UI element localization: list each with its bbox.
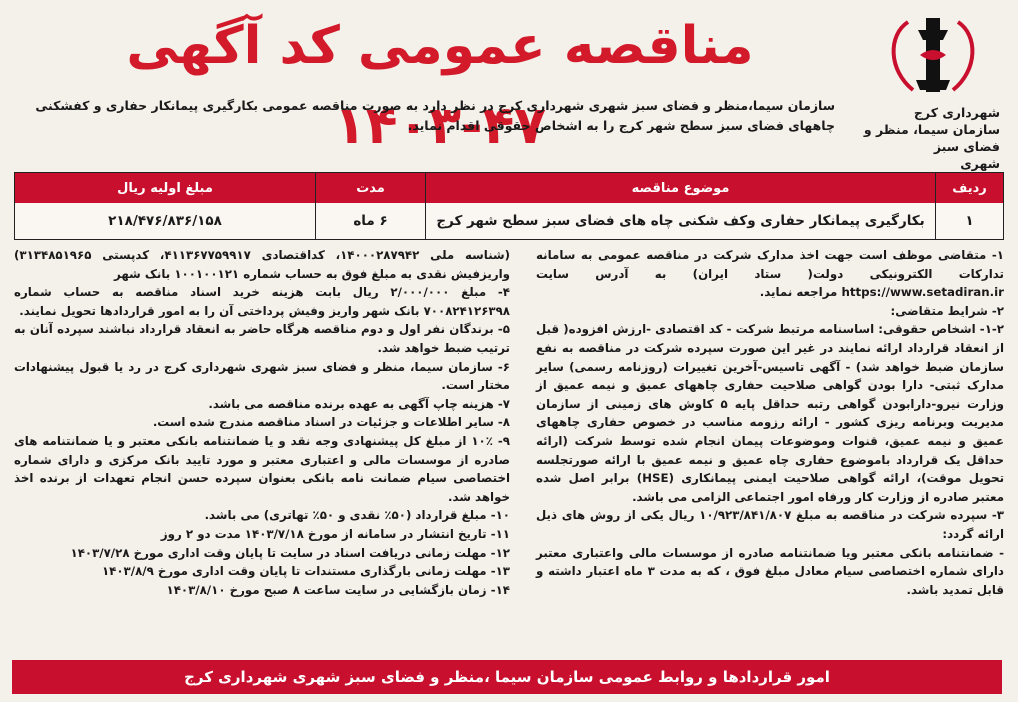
conditions-right-column (536, 246, 1004, 599)
cell-duration: ۶ ماه (315, 203, 425, 239)
clause-1 (536, 246, 1004, 302)
clause-9: ۹- ۱۰٪ از مبلغ کل پیشنهادی وجه نقد و یا ضمانتنامه بانکی معتبر و یا ضمانتنامه های صادره از موسسات مالی و اعتباری معتبر و مورد تایید بانک مرکزی و دارای شماره اختصاصی سیام ضمانت نامه بانکی بعنوان سپرده حسن انجام تعهدات از برنده اخذ خواهد شد. (14, 433, 510, 504)
header-duration: مدت (315, 173, 425, 203)
clause-1-text: ۱- متقاضی موظف است جهت اخذ مدارک شرکت در مناقصه عمومی به سامانه تدارکات الکترونیکی دولت( ستاد ایران) به آدرس سایت (536, 248, 1004, 281)
karaj-municipality-logo-icon (868, 10, 998, 100)
clause-3: ۳- سپرده شرکت در مناقصه به مبلغ ۱۰/۹۲۳/۸۴۱/۸۰۷ ریال یکی از روش های ذیل ارائه گردد: (536, 508, 1004, 541)
setad-link[interactable]: https://www.setadiran.ir (841, 285, 1004, 300)
clause-5: ۵- برندگان نفر اول و دوم مناقصه هرگاه حاضر به انعقاد قرارداد نباشند سپرده آنان به ترتیب ضبط خواهد شد. (14, 322, 510, 355)
intro-paragraph: سازمان سیما،منظر و فضای سبز شهری شهرداری کرج در نظر دارد به صورت مناقصه عمومی بکارگیری پیمانکار حفاری و کفشکنی چاههای فضای سبز سطح شهر کرج را به اشخاص حقوقی اقدام نماید. (35, 98, 835, 133)
clause-3-b: - ضمانتنامه بانکی معتبر ویا ضمانتنامه صادره از موسسات مالی واعتباری معتبر دارای شماره اختصاصی سیام معادل مبلغ فوق ، که به مدت ۳ ماه اعتبار داشته و قابل تمدید باشد. (536, 545, 1004, 597)
cell-radif: ۱ (935, 203, 1003, 239)
clause-12: ۱۲- مهلت زمانی دریافت اسناد در سایت تا پایان وقت اداری مورخ ۱۴۰۳/۷/۲۸ (70, 545, 510, 560)
clause-2-1: ۱-۲- اشخاص حقوقی: اساسنامه مرتبط شرکت - کد اقتصادی -ارزش افزوده( قبل از انعقاد قرارداد ارائه نمایند در غیر این صورت سپرده شرکت در مناقصه به نفع سازمان ضبط خواهد شد) - آگهی تاسیس-آخرین تغییرات (روزنامه رسمی) سایر مدارک ثبتی- دارا بودن گواهی صلاحیت حفاری چاههای عمیق و نیمه عمیق از وزارت نیرو-دارابودن گواهی رتبه حداقل پایه ۵ کاوش های زمینی از سازمان مدیریت وبرنامه ریزی کشور - ارائه رزومه مناسب در خصوص حفاری چاههای عمیق و نیمه عمیق، قنوات وموضوعات پیمان انجام شده توسط شرکت (ارائه حداقل یک قرارداد باموضوع حفاری چاه عمیق و نیمه عمیق با ارائه صورتجلسه تحویل موقت)، ارائه گواهی صلاحیت ایمنی پیمانکاری (HSE) برابر اصل شده معتبر صادره از وزارت کار ورفاه امور اجتماعی الزامی می باشد. (536, 322, 1005, 504)
clause-4: ۴- مبلغ ۲/۰۰۰/۰۰۰ ریال بابت هزینه خرید اسناد مناقصه به حساب شماره ۷۰۰۸۲۴۱۲۶۳۹۸ بانک شهر واریز وفیش پرداختی آن را به امور قراردادها تحویل نمایند. (14, 285, 510, 318)
clause-2-title: ۲- شرایط متقاضی: (890, 303, 1004, 318)
clause-1-tail: مراجعه نماید. (759, 285, 838, 300)
conditions-left-column (14, 246, 510, 599)
table-header-row (15, 173, 1003, 203)
header-subject: موضوع مناقصه (425, 173, 935, 203)
footer-banner: امور قراردادها و روابط عمومی سازمان سیما ،منظر و فضای سبز شهری شهرداری کرج (12, 660, 1002, 694)
org-line-3: شهری (960, 156, 1000, 171)
org-line-2: سازمان سیما، منظر و فضای سبز (863, 122, 1000, 154)
header-amount: مبلغ اولیه ریال (117, 180, 213, 196)
cell-subject: بکارگیری پیمانکار حفاری وکف شکنی چاه های فضای سبز سطح شهر کرج (425, 203, 935, 239)
clause-14: ۱۴- زمان بازگشایی در سایت ساعت ۸ صبح مورخ ۱۴۰۳/۸/۱۰ (166, 582, 510, 597)
org-line-1: شهرداری کرج (913, 105, 1000, 120)
clause-3-continued: (شناسه ملی ۱۴۰۰۰۲۸۷۹۴۲، کداقتصادی ۴۱۱۳۶۷۷۵۹۹۱۷، کدپستی ۳۱۳۴۸۵۱۹۶۵) واریزفیش نقدی به مبلغ فوق به حساب شماره ۱۰۰۱۰۰۱۲۱ بانک شهر (14, 248, 510, 281)
organization-name (850, 104, 1000, 172)
clause-6: ۶- سازمان سیما، منظر و فضای سبز شهری شهرداری کرج در رد یا قبول پیشنهادات مختار است. (14, 359, 510, 393)
clause-7: ۷- هزینه چاپ آگهی به عهده برنده مناقصه می باشد. (208, 396, 510, 411)
tender-table (14, 172, 1004, 240)
page-title: مناقصه عمومی کد آگهی ۴۷-۱۴۰۳ (126, 16, 754, 156)
clause-10: ۱۰- مبلغ قرارداد (۵۰٪ نقدی و ۵۰٪ تهاتری) می باشد. (204, 508, 510, 523)
clause-13: ۱۳- مهلت زمانی بارگذاری مستندات تا پایان وقت اداری مورخ ۱۴۰۳/۸/۹ (101, 564, 510, 579)
cell-amount: ۲۱۸/۴۷۶/۸۳۶/۱۵۸ (108, 213, 222, 229)
header-radif: ردیف (935, 173, 1003, 203)
clause-11: ۱۱- تاریخ انتشار در سامانه از مورخ ۱۴۰۳/۷/۱۸ مدت دو ۲ روز (160, 526, 510, 541)
clause-8: ۸- سایر اطلاعات و جزئیات در اسناد مناقصه مندرج شده است. (152, 415, 510, 430)
table-row (15, 203, 1003, 239)
